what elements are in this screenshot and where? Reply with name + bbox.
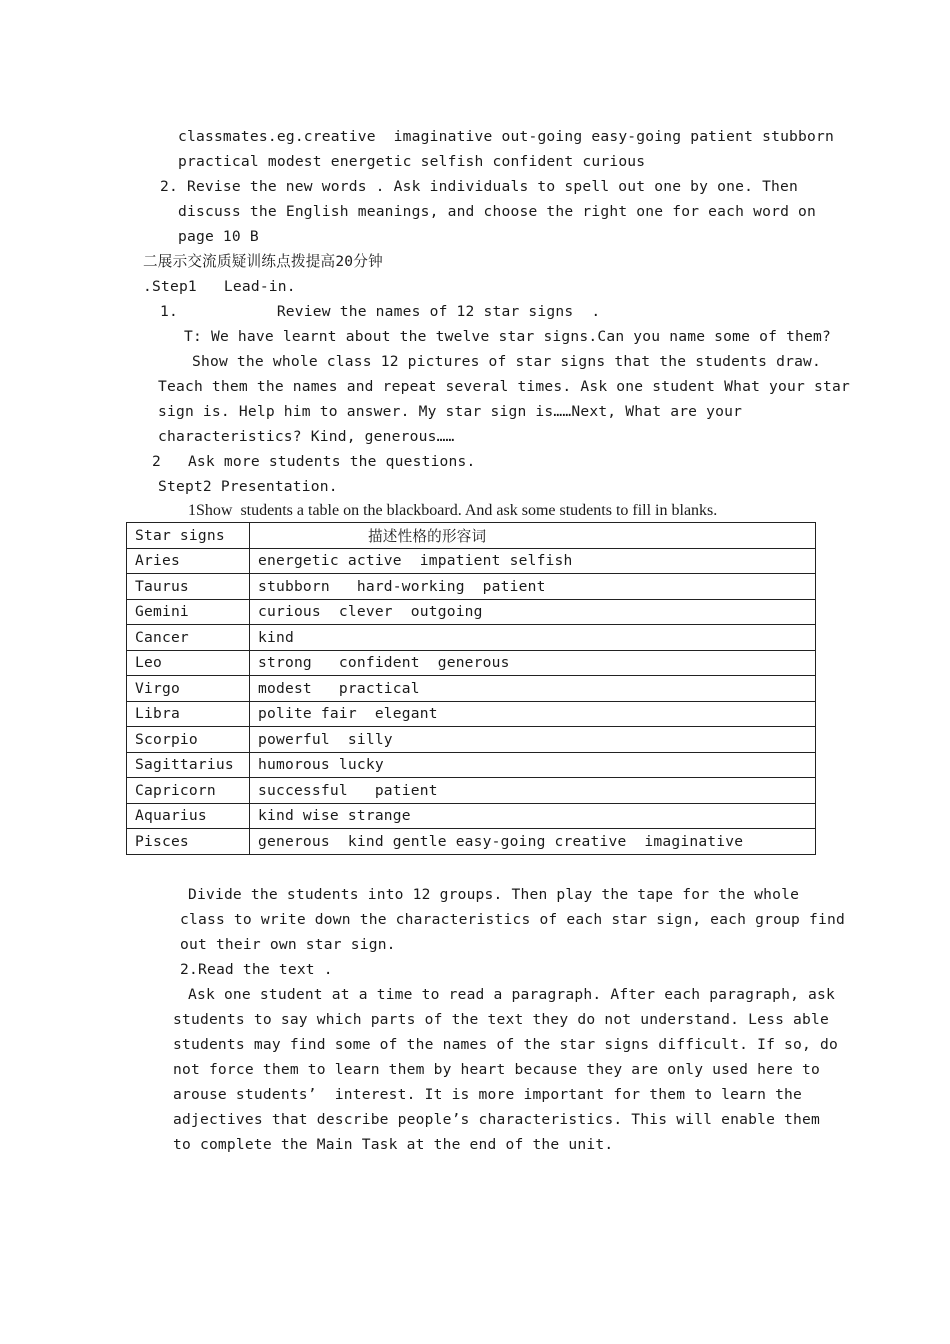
table-row — [127, 650, 816, 676]
sign-cell: Cancer — [127, 625, 250, 651]
table-row — [127, 778, 816, 804]
text-line: T: We have learnt about the twelve star signs.Can you name some of them? — [184, 328, 832, 345]
adjectives-cell: kind wise strange — [250, 803, 816, 829]
adjectives-cell: generous kind gentle easy-going creative imaginative — [250, 829, 816, 855]
adjectives-cell: curious clever outgoing — [250, 599, 816, 625]
step-heading: .Step1 Lead-in. — [143, 278, 296, 295]
text-line: sign is. Help him to answer. My star sign is……Next, What are your — [158, 403, 743, 420]
adjectives-cell: energetic active impatient selfish — [250, 548, 816, 574]
text-line: characteristics? Kind, generous…… — [158, 428, 455, 445]
text-line: 2 Ask more students the questions. — [152, 453, 476, 470]
text-line: adjectives that describe people’s characteristics. This will enable them — [173, 1111, 821, 1128]
text-line: 2. Revise the new words . Ask individuals to spell out one by one. Then — [160, 178, 799, 195]
text-line: out their own star sign. — [180, 936, 396, 953]
text-line: Show the whole class 12 pictures of star signs that the students draw. — [192, 353, 822, 370]
adjectives-cell: polite fair elegant — [250, 701, 816, 727]
sign-cell: Scorpio — [127, 727, 250, 753]
text-line: 1Show students a table on the blackboard. And ask some students to fill in blanks. — [188, 502, 718, 519]
text-line: practical modest energetic selfish confident curious — [178, 153, 646, 170]
text-line: to complete the Main Task at the end of the unit. — [173, 1136, 614, 1153]
text-line: Teach them the names and repeat several times. Ask one student What your star — [158, 378, 850, 395]
adjectives-cell: modest practical — [250, 676, 816, 702]
table-header-row — [127, 523, 816, 549]
text-line: students to say which parts of the text they do not understand. Less able — [173, 1011, 829, 1028]
table-header-cell: Star signs — [127, 523, 250, 549]
sign-cell: Pisces — [127, 829, 250, 855]
table-row — [127, 574, 816, 600]
sign-cell: Capricorn — [127, 778, 250, 804]
adjectives-cell: stubborn hard-working patient — [250, 574, 816, 600]
table-row — [127, 599, 816, 625]
sign-cell: Taurus — [127, 574, 250, 600]
adjectives-cell: strong confident generous — [250, 650, 816, 676]
sign-cell: Sagittarius — [127, 752, 250, 778]
text-line: Ask one student at a time to read a paragraph. After each paragraph, ask — [188, 986, 836, 1003]
text-line: Divide the students into 12 groups. Then play the tape for the whole — [188, 886, 800, 903]
text-line: not force them to learn them by heart because they are only used here to — [173, 1061, 821, 1078]
adjectives-cell: humorous lucky — [250, 752, 816, 778]
table-row — [127, 701, 816, 727]
star-signs-table — [126, 522, 816, 855]
adjectives-cell: successful patient — [250, 778, 816, 804]
text-line: page 10 B — [178, 228, 259, 245]
text-line: 1. Review the names of 12 star signs . — [160, 303, 601, 320]
text-line: class to write down the characteristics of each star sign, each group find — [180, 911, 845, 928]
sign-cell: Aquarius — [127, 803, 250, 829]
text-line: classmates.eg.creative imaginative out-going easy-going patient stubborn — [178, 128, 834, 145]
adjectives-cell: kind — [250, 625, 816, 651]
sign-cell: Libra — [127, 701, 250, 727]
sign-cell: Aries — [127, 548, 250, 574]
table-row — [127, 752, 816, 778]
text-line: students may find some of the names of the star signs difficult. If so, do — [173, 1036, 838, 1053]
text-line: arouse students’ interest. It is more important for them to learn the — [173, 1086, 803, 1103]
step-heading: Stept2 Presentation. — [158, 478, 338, 495]
adjectives-cell: powerful silly — [250, 727, 816, 753]
sign-cell: Virgo — [127, 676, 250, 702]
text-line: discuss the English meanings, and choose the right one for each word on — [178, 203, 817, 220]
table-row — [127, 625, 816, 651]
table-row — [127, 727, 816, 753]
sign-cell: Gemini — [127, 599, 250, 625]
table-header-cell: 描述性格的形容词 — [250, 523, 816, 549]
table-row — [127, 548, 816, 574]
section-heading: 二展示交流质疑训练点拨提高20分钟 — [143, 253, 383, 270]
table-row — [127, 676, 816, 702]
sign-cell: Leo — [127, 650, 250, 676]
step-heading: 2.Read the text . — [180, 961, 333, 978]
table-row — [127, 803, 816, 829]
table-row — [127, 829, 816, 855]
